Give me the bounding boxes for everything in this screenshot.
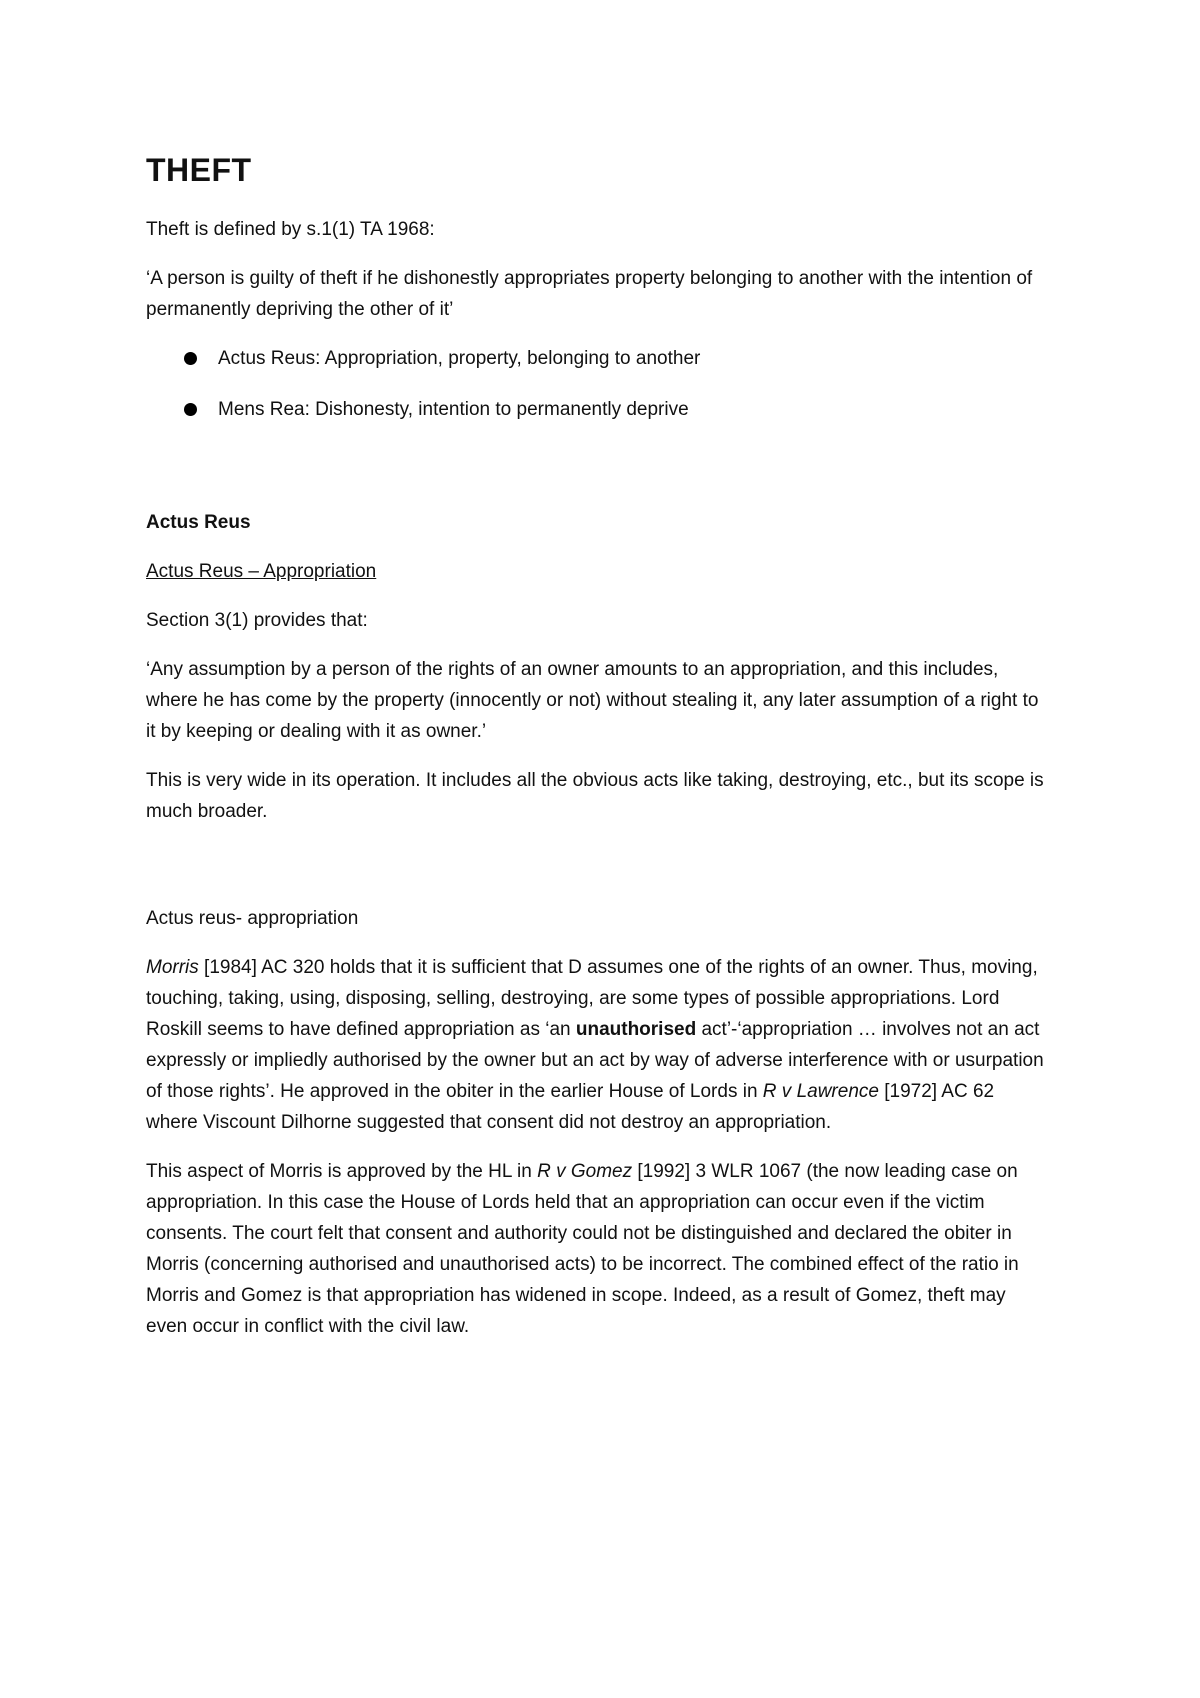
- definition-quote: ‘A person is guilty of theft if he dishonestly appropriates property belonging to another with the intention of permanently depriving the other of it’: [146, 268, 1033, 320]
- elements-list: [146, 343, 1051, 425]
- list-item-text: Mens Rea: Dishonesty, intention to permanently deprive: [218, 399, 689, 420]
- bullet-icon: [184, 403, 197, 416]
- subheading-actus-reus-appropriation: Actus reus- appropriation: [146, 908, 359, 929]
- section3-quote: ‘Any assumption by a person of the rights of an owner amounts to an appropriation, and this includes, where he has come by the property (innocently or not) without stealing it, any later assumption of a right to it by keeping or dealing with it as owner.’: [146, 659, 1039, 742]
- gomez-paragraph: [146, 1156, 1051, 1342]
- document-content: [146, 150, 1051, 1360]
- gomez-text-2: [1992] 3 WLR 1067 (the now leading case on appropriation. In this case the House of Lords held that an appropriation can occur even if the victim consents. The court felt that consent and authority could not be distinguished and declared the obiter in Morris (concerning authorised and unauthorised acts) to be incorrect. The combined effect of the ratio in Morris and Gomez is that appropriation has widened in scope. Indeed, as a result of Gomez, theft may even occur in conflict with the civil law.: [146, 1161, 1019, 1337]
- list-item: [146, 394, 1051, 425]
- case-name-lawrence: R v Lawrence: [762, 1081, 879, 1102]
- spacer: [146, 445, 1051, 507]
- list-item-text: Actus Reus: Appropriation, property, belonging to another: [218, 348, 701, 369]
- term-unauthorised: unauthorised: [575, 1019, 697, 1040]
- morris-text-1: [1984] AC 320 holds that it is sufficient that D assumes one of the rights of an owner. Thus, moving, touching, taking, using, disposing, selling, destroying, are some types of possible appropriations. Lord Roskill seems to have defined appropriation as ‘an: [146, 957, 1038, 1040]
- morris-paragraph: [146, 952, 1051, 1138]
- bullet-icon: [184, 352, 197, 365]
- list-item: [146, 343, 1051, 374]
- case-name-morris: Morris: [146, 957, 199, 978]
- subheading-appropriation: Actus Reus – Appropriation: [146, 561, 377, 582]
- section-heading: Actus Reus: [146, 512, 251, 533]
- document-title: THEFT: [146, 152, 252, 188]
- wide-operation-paragraph: This is very wide in its operation. It includes all the obvious acts like taking, destroying, etc., but its scope is much broader.: [146, 770, 1044, 822]
- morris-text-2: act’-‘appropriation … involves not an act expressly or impliedly authorised by the owner but an act by way of adverse interference with or usurpation of those rights’. He approved in the obiter in the earlier House of Lords in: [146, 1019, 1044, 1102]
- gomez-text-1: This aspect of Morris is approved by the HL in: [146, 1161, 538, 1182]
- morris-text-3: [1972] AC 62 where Viscount Dilhorne suggested that consent did not destroy an appropriation.: [146, 1081, 995, 1133]
- spacer: [146, 845, 1051, 903]
- intro-paragraph: Theft is defined by s.1(1) TA 1968:: [146, 219, 435, 240]
- case-name-gomez: R v Gomez: [537, 1161, 633, 1182]
- section3-intro: Section 3(1) provides that:: [146, 610, 368, 631]
